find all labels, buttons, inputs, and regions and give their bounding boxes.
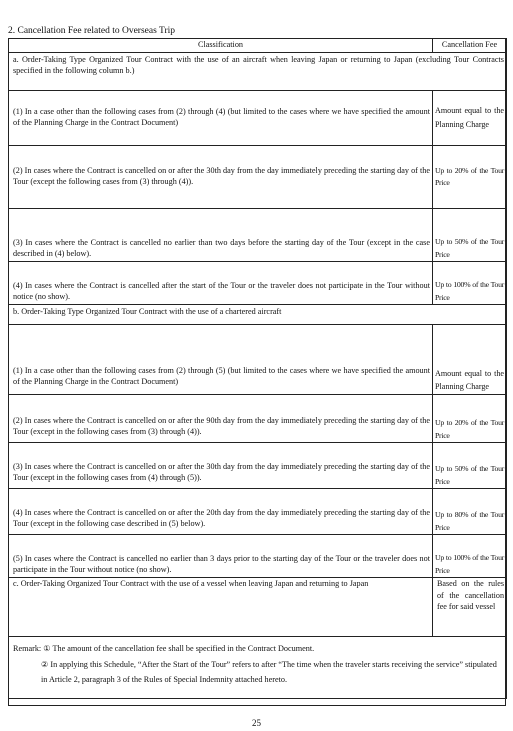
section-a-row-3-fee: Up to 50% of the Tour Price <box>433 209 507 262</box>
table-row <box>9 146 507 209</box>
section-a-row-2-fee: Up to 20% of the Tour Price <box>433 146 507 209</box>
table-header-row <box>9 39 507 53</box>
section-b-row-5-text: (5) In cases where the Contract is cancelled no earlier than 3 days prior to the starting day of the Tour or the traveler does not participate in the Tour without notice (no show). <box>9 535 433 578</box>
table-row <box>9 443 507 489</box>
remark-line-1 <box>13 641 502 657</box>
table-row <box>9 535 507 578</box>
section-b-row-2-fee: Up to 20% of the Tour Price <box>433 395 507 443</box>
section-c-fee: Based on the rules of the cancellation fee for said vessel <box>433 578 507 637</box>
section-c-row <box>9 578 507 637</box>
section-a-row-4-fee: Up to 100% of the Tour Price <box>433 262 507 305</box>
page-number: 25 <box>252 718 261 728</box>
section-b-row-3-fee: Up to 50% of the Tour Price <box>433 443 507 489</box>
section-c-title: c. Order-Taking Organized Tour Contract with the use of a vessel when leaving Japan and returning to Japan <box>9 578 433 637</box>
section-heading: 2. Cancellation Fee related to Overseas Trip <box>8 26 176 36</box>
remark-item-2: ② In applying this Schedule, “After the Start of the Tour” refers to after “The time when the traveler starts receiving the service” stipulated in Article 2, paragraph 3 of the Rules of Special Indemnity attached hereto. <box>41 659 497 685</box>
section-b-row-3-text: (3) In cases where the Contract is cancelled on or after the 30th day from the day immediately preceding the starting day of the Tour (except in the following cases from (4) through (5)). <box>9 443 433 489</box>
remark-label: Remark: <box>13 644 42 653</box>
table-row <box>9 209 507 262</box>
remark-item-1: ① The amount of the cancellation fee shall be specified in the Contract Document. <box>43 644 315 653</box>
header-classification: Classification <box>9 39 433 53</box>
section-a-title-row <box>9 53 507 91</box>
section-a-title: a. Order-Taking Type Organized Tour Contract with the use of an aircraft when leaving Japan or returning to Japan (excluding Tour Contracts specified in the following column b.) <box>9 53 507 91</box>
section-b-row-2-text: (2) In cases where the Contract is cancelled on or after the 90th day from the day immediately preceding the starting day of the Tour (except in the following cases from (3) through (4)). <box>9 395 433 443</box>
section-a-row-2-text: (2) In cases where the Contract is cancelled on or after the 30th day from the day immediately preceding the starting day of the Tour (except the following cases from (3) through (4)). <box>9 146 433 209</box>
section-b-row-4-fee: Up to 80% of the Tour Price <box>433 489 507 535</box>
section-b-title: b. Order-Taking Type Organized Tour Contract with the use of a chartered aircraft <box>9 305 507 325</box>
table-row <box>9 325 507 395</box>
section-b-row-4-text: (4) In cases where the Contract is cancelled on or after the 20th day from the day immediately preceding the starting day of the Tour (except in the following case described in (5) below). <box>9 489 433 535</box>
section-a-row-4-text: (4) In cases where the Contract is cancelled after the start of the Tour or the traveler does not participate in the Tour without notice (no show). <box>9 262 433 305</box>
cancellation-fee-table <box>8 38 507 699</box>
section-b-row-5-fee: Up to 100% of the Tour Price <box>433 535 507 578</box>
section-b-row-1-text: (1) In a case other than the following cases from (2) through (5) (but limited to the cases where we have specified the amount of the Planning Charge in the Contract Document) <box>9 325 433 395</box>
remark-row <box>9 637 507 699</box>
remark-block <box>9 637 507 699</box>
section-a-row-1-fee: Amount equal to the Planning Charge <box>433 91 507 146</box>
section-a-row-3-text: (3) In cases where the Contract is cancelled no earlier than two days before the starting day of the Tour (except in the case described in (4) below). <box>9 209 433 262</box>
section-b-row-1-fee: Amount equal to the Planning Charge <box>433 325 507 395</box>
table-row <box>9 262 507 305</box>
table-row <box>9 91 507 146</box>
header-fee: Cancellation Fee <box>433 39 507 53</box>
table-row <box>9 489 507 535</box>
section-a-row-1-text: (1) In a case other than the following cases from (2) through (4) (but limited to the cases where we have specified the amount of the Planning Charge in the Contract Document) <box>9 91 433 146</box>
table-row <box>9 395 507 443</box>
section-b-title-row <box>9 305 507 325</box>
